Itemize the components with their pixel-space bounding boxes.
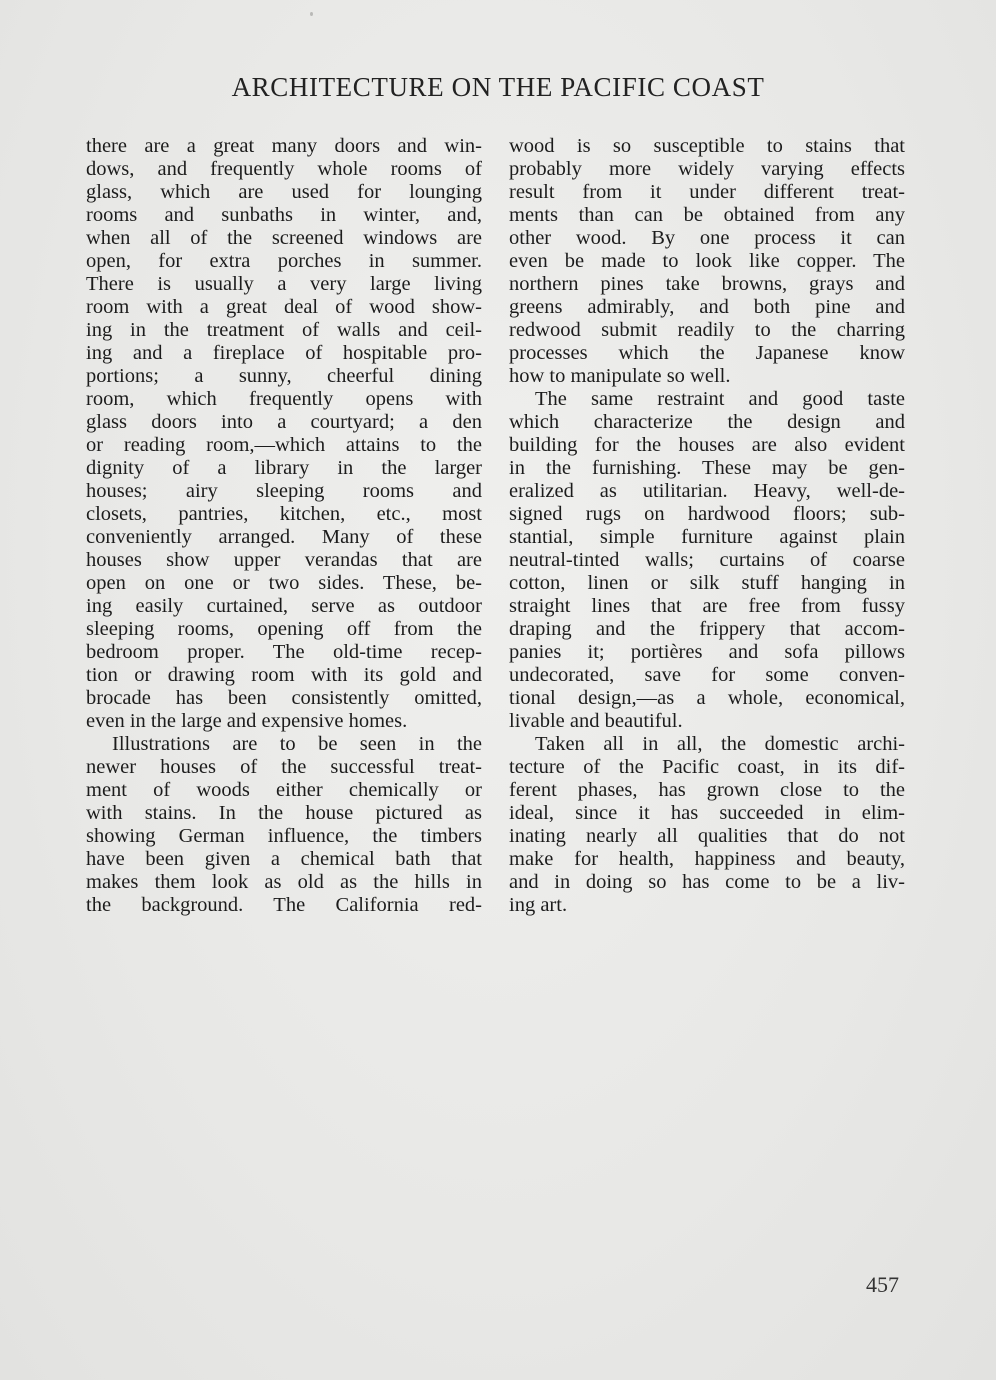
text-line: livable and beautiful. xyxy=(509,710,683,732)
text-line: newer houses of the successful treat- xyxy=(86,756,482,778)
text-line: how to manipulate so well. xyxy=(509,365,731,387)
right-column xyxy=(509,135,905,917)
paper-speck xyxy=(310,12,313,16)
text-line: sleeping rooms, opening off from the xyxy=(86,618,482,640)
text-line: greens admirably, and both pine and xyxy=(509,296,905,318)
text-line: undecorated, save for some conven- xyxy=(509,664,905,686)
text-line: dows, and frequently whole rooms of xyxy=(86,158,482,180)
text-line: tion or drawing room with its gold and xyxy=(86,664,482,686)
text-line: building for the houses are also evident xyxy=(509,434,905,456)
left-column xyxy=(86,135,482,917)
text-line: There is usually a very large living xyxy=(86,273,482,295)
text-line: or reading room,—which attains to the xyxy=(86,434,482,456)
text-line: room with a great deal of wood show- xyxy=(86,296,482,318)
text-line: with stains. In the house pictured as xyxy=(86,802,482,824)
text-line: houses show upper verandas that are xyxy=(86,549,482,571)
text-line: conveniently arranged. Many of these xyxy=(86,526,482,548)
text-line: rooms and sunbaths in winter, and, xyxy=(86,204,482,226)
text-line: redwood submit readily to the charring xyxy=(509,319,905,341)
text-line: ment of woods either chemically or xyxy=(86,779,482,801)
text-line: portions; a sunny, cheerful dining xyxy=(86,365,482,387)
text-line: straight lines that are free from fussy xyxy=(509,595,905,617)
text-line: even be made to look like copper. The xyxy=(509,250,905,272)
text-line: inating nearly all qualities that do not xyxy=(509,825,905,847)
text-line: glass, which are used for lounging xyxy=(86,181,482,203)
text-line: houses; airy sleeping rooms and xyxy=(86,480,482,502)
text-line: neutral-tinted walls; curtains of coarse xyxy=(509,549,905,571)
text-line: stantial, simple furniture against plain xyxy=(509,526,905,548)
text-line: probably more widely varying effects xyxy=(509,158,905,180)
text-line: open, for extra porches in summer. xyxy=(86,250,482,272)
text-line: there are a great many doors and win- xyxy=(86,135,482,157)
paragraph-start-line: The same restraint and good taste xyxy=(535,388,905,410)
text-line: wood is so susceptible to stains that xyxy=(509,135,905,157)
text-line: ferent phases, has grown close to the xyxy=(509,779,905,801)
text-line: ing art. xyxy=(509,894,568,916)
text-line: which characterize the design and xyxy=(509,411,905,433)
text-line: bedroom proper. The old-time recep- xyxy=(86,641,482,663)
running-header: ARCHITECTURE ON THE PACIFIC COAST xyxy=(231,72,765,102)
paragraph-start-line: Taken all in all, the domestic archi- xyxy=(535,733,905,755)
text-line: even in the large and expensive homes. xyxy=(86,710,408,732)
text-line: result from it under different treat- xyxy=(509,181,905,203)
text-line: cotton, linen or silk stuff hanging in xyxy=(509,572,905,594)
text-line: panies it; portières and sofa pillows xyxy=(509,641,905,663)
text-line: ing in the treatment of walls and ceil- xyxy=(86,319,482,341)
text-line: open on one or two sides. These, be- xyxy=(86,572,482,594)
text-line: draping and the frippery that accom- xyxy=(509,618,905,640)
text-line: ideal, since it has succeeded in elim- xyxy=(509,802,905,824)
text-line: other wood. By one process it can xyxy=(509,227,905,249)
text-line: make for health, happiness and beauty, xyxy=(509,848,905,870)
text-line: tional design,—as a whole, economical, xyxy=(509,687,905,709)
text-line: room, which frequently opens with xyxy=(86,388,482,410)
text-line: signed rugs on hardwood floors; sub- xyxy=(509,503,905,525)
text-line: closets, pantries, kitchen, etc., most xyxy=(86,503,482,525)
text-line: and in doing so has come to be a liv- xyxy=(509,871,905,893)
text-line: brocade has been consistently omitted, xyxy=(86,687,482,709)
text-line: have been given a chemical bath that xyxy=(86,848,482,870)
text-line: northern pines take browns, grays and xyxy=(509,273,905,295)
paragraph-start-line: Illustrations are to be seen in the xyxy=(112,733,482,755)
text-line: ing and a fireplace of hospitable pro- xyxy=(86,342,482,364)
text-line: ing easily curtained, serve as outdoor xyxy=(86,595,482,617)
text-line: processes which the Japanese know xyxy=(509,342,905,364)
text-line: glass doors into a courtyard; a den xyxy=(86,411,482,433)
text-line: the background. The California red- xyxy=(86,894,482,916)
text-line: when all of the screened windows are xyxy=(86,227,482,249)
text-line: in the furnishing. These may be gen- xyxy=(509,457,905,479)
text-line: showing German influence, the timbers xyxy=(86,825,482,847)
text-line: ments than can be obtained from any xyxy=(509,204,905,226)
text-line: tecture of the Pacific coast, in its dif- xyxy=(509,756,905,778)
text-line: dignity of a library in the larger xyxy=(86,457,482,479)
text-line: makes them look as old as the hills in xyxy=(86,871,482,893)
text-line: eralized as utilitarian. Heavy, well-de- xyxy=(509,480,905,502)
page-number: 457 xyxy=(866,1272,899,1297)
